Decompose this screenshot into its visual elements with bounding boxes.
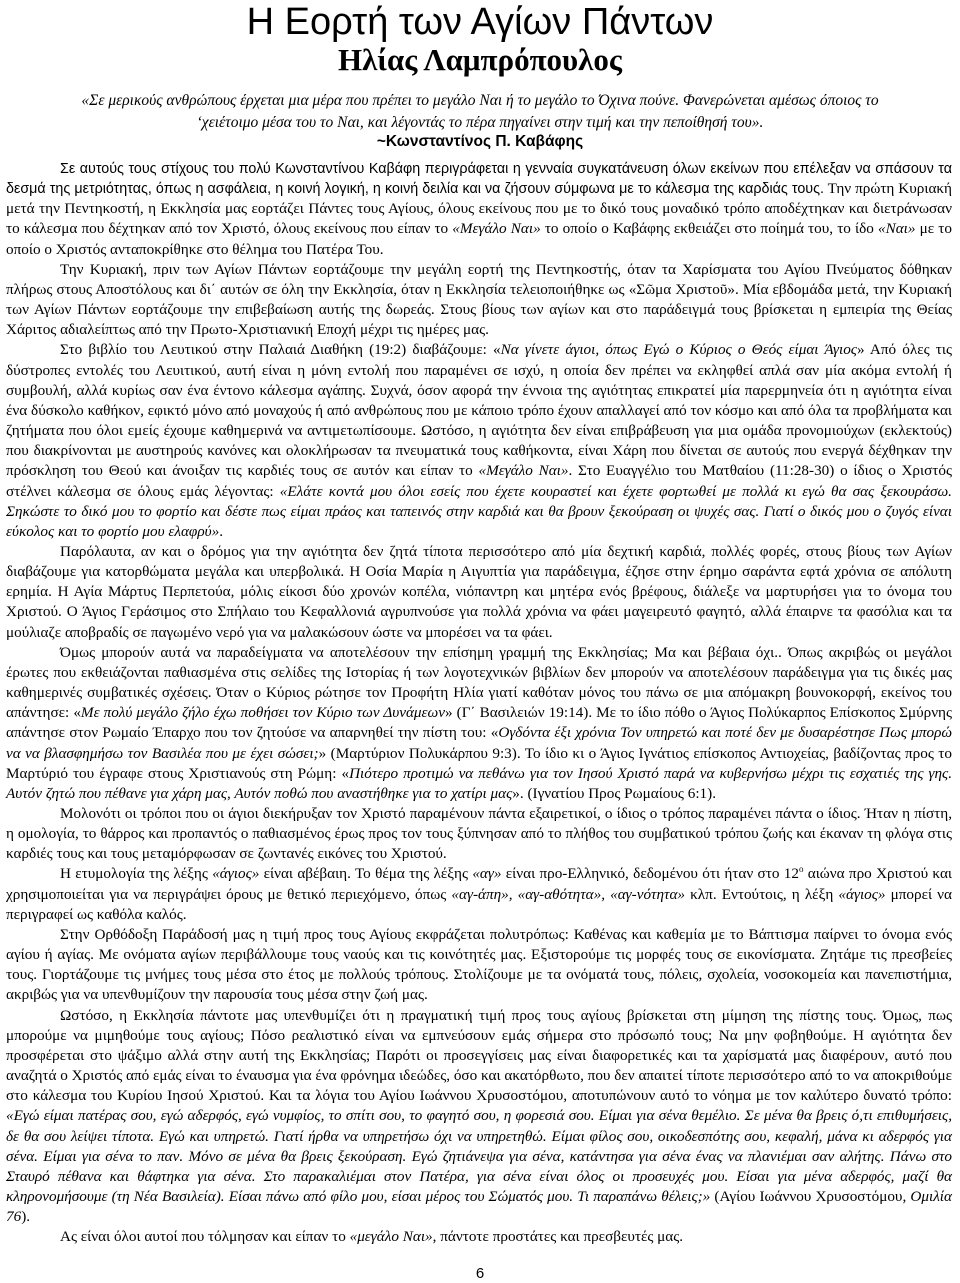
author-name: Ηλίας Λαμπρόπουλος <box>338 42 622 77</box>
paragraph-3-quote: Να γίνετε άγιοι, όπως Εγώ ο Κύριος ο Θεός είμαι Άγιος <box>500 341 857 359</box>
paragraph-1-text-3: με το οποίο ο Χριστός ανταποκρίθηκε στο θέλημα του Πατέρα Του. <box>6 220 952 258</box>
paragraph-1-text-2: το οποίο ο Καβάφης εκθειάζει στο ποίημά του, το ίδο <box>540 220 878 238</box>
paragraph-3 <box>6 340 952 542</box>
paragraph-1 <box>6 159 952 260</box>
paragraph-8: Στην Ορθόδοξη Παράδοσή μας η τιμή προς τους Αγίους εκφράζεται πολυτρόπως: Καθένας και καθεμία με το Βάπτισμα παίρνει το όνομα ενός αγίου ή αγίας. Με ονόματα αγίων περιβάλλουμε τους ναούς και τις κοινότητές μας. Εξιστορούμε τις μορφές τους σε εικονίσματα. Ζητάμε τις πρεσβείες τους. Γιορτάζουμε τις μνήμες τους μέσα στο έτος με πολλούς τρόπους. Στολίζουμε με τα ονόματά τους, πόλεις, σχολεία, νοσοκομεία και πανεπιστήμια, ακριβώς για να υπενθυμίζουν την παρουσία τους μέσα στην ζωή μας. <box>6 925 952 1004</box>
paragraph-5-text-4: ». (Ιγνατίου Προς Ρωμαίους 6:1). <box>512 784 716 802</box>
paragraph-6: Μολονότι οι τρόποι που οι άγιοι διεκήρυξαν τον Χριστό παραμένουν πάντα εξαιρετικοί, ο ίδιος ο τρόπος παραμένει πάντα ο ίδιος. Ήταν η πίστη, η ομολογία, το θάρρος και προπαντός ο παθιασμένος έρως προς τον τους ξύπνησαν από το πλήθος του συμβατικού τρόπου ζωής και έκαναν τη φλόγα στις καρδιές τους και τους μεταμόρφωσαν σε ζωντανές εικόνες του Χριστού. <box>6 805 952 863</box>
paragraph-3-quote-3: «Ελάτε κοντά μου όλοι εσείς που έχετε κουραστεί και έχετε φορτωθεί με πολλά κι εγώ θα σας ξεκουράσω. Σηκώστε το δικό μου το φορτίο και δέστε πως είμαι πράος και ταπεινός στην καρδιά και θα βρουν ξεκούραση οι ψυχές σας. Γιατί ο δικός μου ο ζυγός είναι εύκολος και το φορτίο μου ελαφρύ» <box>6 482 952 540</box>
paragraph-7-text: Η ετυμολογία της λέξης <box>60 865 213 883</box>
paragraph-5-quote-3: Πιότερο προτιμώ να πεθάνω για τον Ιησού Χριστό παρά να κυβερνήσω μέχρι τις εσχατιές της γης. Αυτόν ζητώ που πέθανε για χάρη μας, Αυτόν ποθώ που αναστήθηκε για το χατίρι μας <box>6 764 953 802</box>
epigraph-attribution: ~Κωνσταντίνος Π. Καβάφης <box>376 133 584 150</box>
paragraph-10 <box>6 1227 952 1247</box>
paragraph-1-intro: Σε αυτούς τους στίχους του πολύ Κωνσταντίνου Καβάφη περιγράφεται η γενναία συγκατάνευση όλων εκείνων που επέλεξαν να σπάσουν τα δεσμά της μετριότητας, όπως η ασφάλεια, η κοινή λογική, η κοινή δειλία και να ζήσουν σύμφωνα με το κάλεσμα της καρδιάς τους. <box>6 161 952 198</box>
paragraph-7-text-5: κλπ. Εντούτοις, η λέξη <box>685 885 839 903</box>
paragraph-7-terms: «αγ-άπη», «αγ-αθότητα», «αγ-νότητα» <box>451 885 686 903</box>
paragraph-7-term-3: «άγιος» <box>838 885 886 903</box>
page-number: 6 <box>475 1265 485 1282</box>
paragraph-5-text-3: » (Μαρτύριον Πολυκάρπου 9:3). Το ίδιο κι ο Άγιος Ιγνάτιος επίσκοπος Αντιοχείας, βαδίζοντας προς το Μαρτύριό του έγραφε στους Χριστιανούς στη Ρώμη: « <box>6 744 953 782</box>
paragraph-1-quote: «Μεγάλο Ναι» <box>452 220 541 238</box>
paragraph-7-term-2: «αγ» <box>472 865 502 883</box>
epigraph-quote: «Σε μερικούς ανθρώπους έρχεται μια μέρα που πρέπει το μεγάλο Ναι ή το μεγάλο το Όχινα πούνε. Φανερώνεται αμέσως όποιος το ‘χειέτοιμο μέσα του το Ναι, και λέγοντάς το πέρα πηγαίνει στην τιμή και την πεποίθησή του». <box>81 92 879 131</box>
paragraph-7-text-6: μπορεί να περιγραφεί ως καθόλα καλός. <box>6 885 952 923</box>
paragraph-9 <box>6 1006 952 1228</box>
paragraph-7-superscript: ο <box>798 864 804 875</box>
paragraph-7-text-3: είναι προ-Ελληνικό, δεδομένου ότι ήταν στο 12 <box>501 865 799 883</box>
paragraph-5-quote: Με πολύ μεγάλο ζήλο έχω ποθήσει τον Κύριο των Δυνάμεων <box>80 704 446 722</box>
paragraph-9-text-3: ). <box>21 1208 31 1226</box>
paragraph-10-text-2: , πάντοτε προστάτες και πρεσβευτές μας. <box>432 1228 684 1246</box>
paragraph-1-text: Την πρώτη Κυριακή μετά την Πεντηκοστή, η Εκκλησία μας εορτάζει Πάντες τους Αγίους, όλους εκείνους που με το δικό τους μοναδικό τρόπο αποδέχτηκαν και διετράνωσαν το κάλεσμα που δέχτηκαν από τον Χριστό, όλους εκείνους που είπαν το <box>6 180 952 238</box>
paragraph-9-citation: Ομιλία 76 <box>6 1187 952 1226</box>
paragraph-2: Την Κυριακή, πριν των Αγίων Πάντων εορτάζουμε την μεγάλη εορτή της Πεντηκοστής, όταν τα Χαρίσματα του Αγίου Πνεύματος δόθηκαν πλήρως στους Αποστόλους και δι΄ αυτών σε όλη την Εκκλησία, όταν η Εκκλησία τελειοποιήθηκε ως «Σῶμα Χριστοῦ». Μία εβδομάδα μετά, την Κυριακή των Αγίων Πάντων εορτάζουμε την επιβεβαίωση αυτής της δωρεάς. Στους βίους των αγίων και στο παράδειγμά τους βρίσκεται η εμπειρία της Θείας Χάριτος αδιαλείπτως από την Πρωτο-Χριστιανική Εποχή μέχρι τις ημέρες μας. <box>6 260 952 339</box>
page-title: Η Εορτή των Αγίων Πάντων <box>246 1 714 43</box>
paragraph-5-quote-2: Ογδόντα έξι χρόνια Τον υπηρετώ και ποτέ δεν με δυσαρέστησε Πως μπορώ να να βλασφημήσω τον Βασιλέα που με έχει σώσει; <box>6 724 952 762</box>
paragraph-10-text: Ας είναι όλοι αυτοί που τόλμησαν και είπαν το <box>60 1228 350 1246</box>
article-body <box>6 159 952 1247</box>
paragraph-5 <box>6 643 952 804</box>
paragraph-3-text-2: » Από όλες τις δύστροπες εντολές του Λευιτικού, αυτή είναι η μόνη εντολή που παραμένει σε ισχύ, η οποία δεν πρέπει να εκληφθεί απλά σαν μία ακόμα εντολή ή συμβουλή, αλλά κυρίως σαν ένα έντονο κάλεσμα αγάπης. Συχνά, όσον αφορά την έννοια της αγιότητας επικρατεί μία παρερμηνεία ότι η αγιότητα είναι ένα δύσκολο καθήκον, εφικτό μόνο από μοναχούς ή από ανθρώπους που με κάποιο τρόπο έχουν απαλλαγεί από τον κόσμο και από όλα τα προβλήματα και ζητήματα που όλοι εμείς έχουμε καθημερινά να αντιμετωπίσουμε. Ωστόσο, η αγιότητα δεν είναι επιβράβευση για μια ομάδα προνομιούχων (εκλεκτούς) που διακρίνονται με αυστηρούς κανόνες και ολοκλήρωσαν τα πνευματικά τους καθήκοντα, είναι Χάρη που δίνεται σε αυτούς που ενεργά δέχθηκαν την πρόσκληση του Θεού και άνοιξαν τις καρδιές τους σε αυτόν και είπαν το <box>6 341 952 480</box>
paragraph-3-text: Στο βιβλίο του Λευτικού στην Παλαιά Διαθήκη (19:2) διαβάζουμε: « <box>60 341 501 359</box>
paragraph-7-term: «άγιος» <box>212 865 260 883</box>
paragraph-4: Παρόλαυτα, αν και ο δρόμος για την αγιότητα δεν ζητά τίποτα περισσότερο από μία δεχτική καρδιά, πολλές φορές, στους βίους των Αγίων διαβάζουμε για κατορθώματα μεγάλα και υπερβολικά. Η Οσία Μαρία η Αιγυπτία για παράδειγμα, έζησε στην έρημο σαράντα εφτά χρόνια σε απόλυτη ερημία. Η Αγία Μάρτυς Περπετούα, μόλις είκοσι δύο χρονών κοπέλα, νιόπαντρη και μητέρα ενός βρέφους, διάλεξε να μαρτυρήσει για το όνομα του Χριστού. Ο Άγιος Γεράσιμος στο Σπήλαιο του Κεφαλλονιά αγρυπνούσε για πολλά χρόνια να φάει μαγειρευτό φαγητό, αλλά έπαιρνε τα φασόλια και τα μούλιαζε αποβραδίς σε παγωμένο νερό για να μαλακώσουν ώστε να μπορέσει να τα φάει. <box>6 542 952 641</box>
paragraph-5-text: Όμως μπορούν αυτά να παραδείγματα να αποτελέσουν την επίσημη γραμμή της Εκκλησίας; Μα και βέβαια όχι.. Όπως ακριβώς οι μεγάλοι έρωτες που εκθειάζονται παθιασμένα στις σελίδες της Ιστορίας ή των λογοτεχνικών βιβλίων δεν μπορούν να αποτελέσουν παράδειγμα για τις δικές μας καθημερινές συμβατικές σχέσεις. Όταν ο Κύριος ρώτησε τον Προφήτη Ηλία γιατί καθόταν μόνος του πάνω σε μια απόμακρη βουνοκορφή, εκείνος του απάντησε: « <box>6 643 952 722</box>
paragraph-10-quote: «μεγάλο Ναι» <box>349 1228 433 1246</box>
paragraph-7 <box>6 864 952 924</box>
paragraph-7-text-2: είναι αβέβαιη. Το θέμα της λέξης <box>259 865 473 883</box>
paragraph-3-text-3: . Στο Ευαγγέλιο του Ματθαίου (11:28-30) ο ίδιος ο Χριστός στέλνει κάλεσμα σε όλους εμάς λέγοντας: <box>6 462 952 500</box>
paragraph-9-text-2: (Αγίου Ιωάννου Χρυσοστόμου, <box>710 1187 911 1205</box>
paragraph-3-quote-2: «Μεγάλο Ναι» <box>478 462 569 480</box>
paragraph-1-quote-2: «Ναι» <box>877 220 916 238</box>
paragraph-9-text: Ωστόσο, η Εκκλησία πάντοτε μας υπενθυμίζει ότι η πραγματική τιμή προς τους αγίους βρίσκεται στη μίμηση της πίστης τους. Όμως, πως μπορούμε να μιμηθούμε τους αγίους; Πόσο ρεαλιστικό είναι να εμπνεύσουν εμάς σήμερα στο πρόσωπό τους; Να μην φοβηθούμε. Η αγιότητα δεν προσφέρεται στο ψάξιμο αλλά στην αυτή της Εκκλησίας; Παρότι οι προσεγγίσεις μας είναι διαφορετικές και τα χαρίσματά μας διαφέρουν, αυτό που αναζητά ο Χριστός από εμάς είναι το έναυσμα για ένα φρόνημα ιδεώδες, όσο και ακατόρθωτο, που δεν απαιτεί τίποτε περισσότερο από το να αποκριθούμε στο κάλεσμα του Κυρίου Ιησού Χριστού. Και τα λόγια του Αγίου Ιωάννου Χρυσοστόμου, αποτυπώνουν αυτό το νόημα με τον καλύτερο δυνατό τρόπο: <box>6 1006 952 1105</box>
paragraph-5-text-2: » (Γ΄ Βασιλειών 19:14). Με το ίδιο πόθο ο Άγιος Πολύκαρπος Επίσκοπος Σμύρνης απάντησε στον Ρωμαίο Έπαρχο που τον ζητούσε να απαρνηθεί την πίστη του: « <box>6 704 953 742</box>
paragraph-7-text-4: αιώνα προ Χριστού και χρησιμοποιείται για να περιγράψει όρους με θετικό περιεχόμενο, όπως <box>6 865 952 903</box>
paragraph-3-text-4: . <box>219 522 223 540</box>
paragraph-9-quote: «Εγώ είμαι πατέρας σου, εγώ αδερφός, εγώ νυμφίος, το σπίτι σου, το φαγητό σου, η φορεσιά σου. Είμαι για σένα θεμέλιο. Σε μένα θα βρεις ό,τι επιθυμήσεις, δε θα σου λείψει τίποτα. Εγώ και υπηρετώ. Γιατί ήρθα να υπηρετήσω όχι να υπηρετηθώ. Είμαι φίλος σου, οικοδεσπότης σου, κεφαλή, μάνα κι αδερφός για σένα. Είμαι για σένα το παν. Μόνο σε μένα θα βρεις ξεκούραση. Εγώ ζητιάνεψα για σένα, κατάντησα για σένα ένας να πλανιέμαι σαν αλήτης. Πάνω στο Σταυρό πέθανα και θάφτηκα για σένα. Στο παρακαλιέμαι στον Πατέρα, για σένα είναι όλος οι προσευχές μου. Είσαι για μένα αδερφός, μαζί θα κληρονομήσουμε (τη Νέα Βασιλεία). Είσαι πάνω από φίλο μου, είσαι μέρος του Σώματός μου. Τι παραπάνω θέλεις;» <box>6 1107 952 1205</box>
